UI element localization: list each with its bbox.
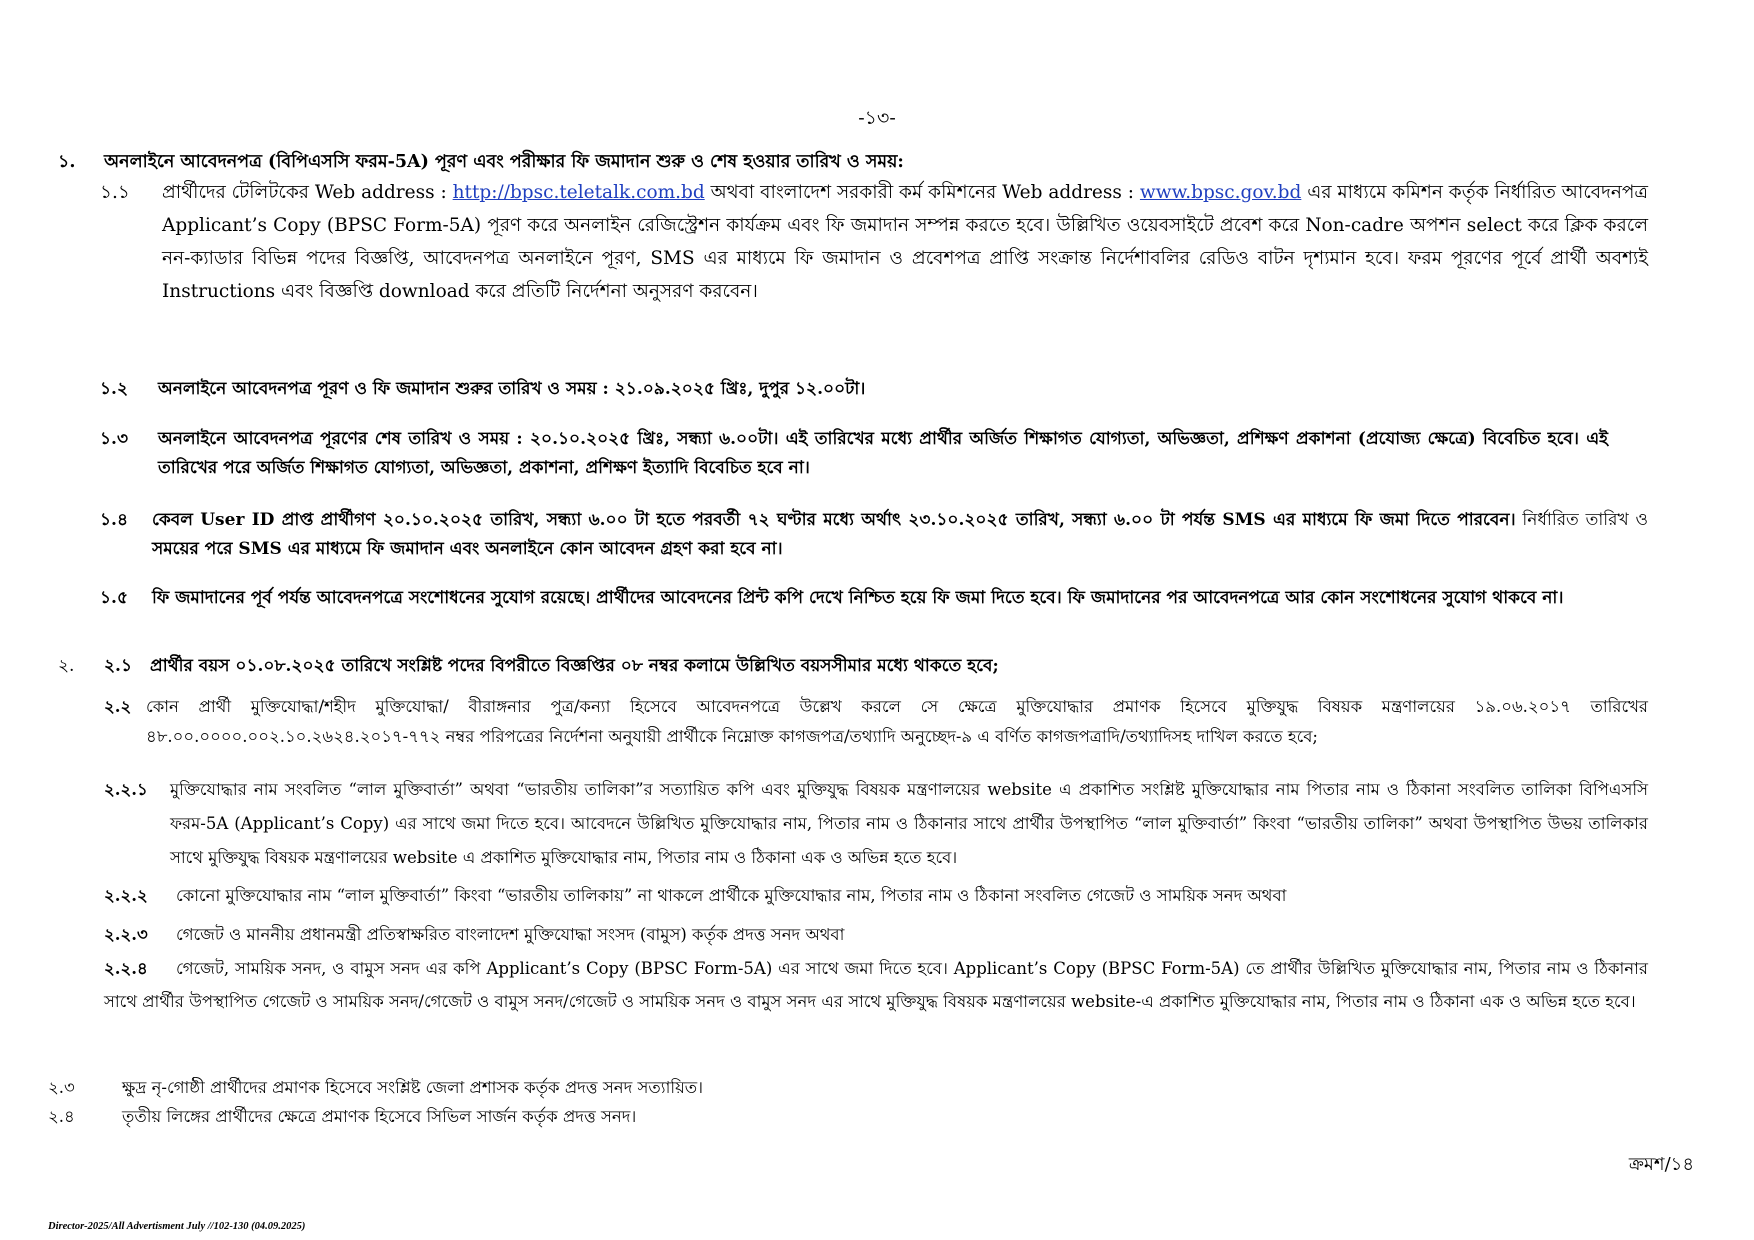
item-1-1-text-a: প্রার্থীদের টেলিটকের Web address :	[162, 182, 453, 203]
item-2-1-text: প্রার্থীর বয়স ০১.০৮.২০২৫ তারিখে সংশ্লিষ্ট পদের বিপরীতে বিজ্ঞপ্তির ০৮ নম্বর কলামে উল্লিখিত বয়সসীমার মধ্যে থাকতে হবে;	[150, 656, 999, 676]
item-1-5-text: ফি জমাদানের পূর্ব পর্যন্ত আবেদনপত্রে সংশোধনের সুযোগ রয়েছে। প্রার্থীদের আবেদনের প্রিন্ট কপি দেখে নিশ্চিত হয়ে ফি জমা দিতে হবে। ফি জমাদানের পর আবেদনপত্রে আর কোন সংশোধনের সুযোগ থাকবে না।	[152, 588, 1564, 608]
item-1-2-number: ১.২	[100, 379, 129, 399]
item-2-2-4-text: গেজেট, সাময়িক সনদ, ও বামুস সনদ এর কপি Applicant’s Copy (BPSC Form-5A) এর সাথে জমা দিতে হবে। Applicant’s Copy (BPSC Form-5A) তে প্রার্থীর উল্লিখিত মুক্তিযোদ্ধার নাম, পিতার নাম ও ঠিকানার সাথে প্রার্থীর উপস্থাপিত গেজেট ও সাময়িক সনদ/গেজেট ও বামুস সনদ/গেজেট ও সাময়িক সনদ ও বামুস সনদ এর সাথে মুক্তিযুদ্ধ বিষয়ক মন্ত্রণালয়ের website-এ প্রকাশিত মুক্তিযোদ্ধার নাম, পিতার নাম ও ঠিকানা এক ও অভিন্ন হতে হবে।	[104, 959, 1648, 1011]
item-1-4-text	[152, 506, 1648, 564]
item-2-2-1-text: মুক্তিযোদ্ধার নাম সংবলিত “লাল মুক্তিবার্তা” অথবা “ভারতীয় তালিকা”র সত্যায়িত কপি এবং মুক্তিযুদ্ধ বিষয়ক মন্ত্রণালয়ের website এ প্রকাশিত সংশ্লিষ্ট মুক্তিযোদ্ধার নাম পিতার নাম ও ঠিকানা সংবলিত তালিকা বিপিএসসি ফরম-5A (Applicant’s Copy) এর সাথে জমা দিতে হবে। আবেদনে উল্লিখিত মুক্তিযোদ্ধার নাম, পিতার নাম ও ঠিকানার সাথে প্রার্থীর উপস্থাপিত “লাল মুক্তিবার্তা” কিংবা “ভারতীয় তালিকা” অথবা উপস্থাপিত উভয় তালিকার সাথে মুক্তিযুদ্ধ বিষয়ক মন্ত্রণালয়ের website এ প্রকাশিত মুক্তিযোদ্ধার নাম, পিতার নাম ও ঠিকানা এক ও অভিন্ন হতে হবে।	[170, 780, 1648, 867]
item-2-3-number: ২.৩	[48, 1078, 75, 1097]
bpsc-link[interactable]: www.bpsc.gov.bd	[1139, 182, 1302, 203]
section-1-number: ১.	[58, 152, 76, 172]
item-2-2-3-text: গেজেট ও মাননীয় প্রধানমন্ত্রী প্রতিস্বাক্ষরিত বাংলাদেশ মুক্তিযোদ্ধা সংসদ (বামুস) কর্তৃক প্রদত্ত সনদ অথবা	[176, 925, 845, 944]
item-2-1-number: ২.১	[104, 656, 133, 676]
item-2-2-2-number: ২.২.২	[104, 886, 148, 905]
item-2-4-number: ২.৪	[48, 1107, 75, 1126]
item-2-2-text: কোন প্রার্থী মুক্তিযোদ্ধা/শহীদ মুক্তিযোদ্ধা/ বীরাঙ্গনার পুত্র/কন্যা হিসেবে আবেদনপত্রে উল্লেখ করলে সে ক্ষেত্রে মুক্তিযোদ্ধার প্রমাণক হিসেবে মুক্তিযুদ্ধ বিষয়ক মন্ত্রণালয়ের ১৯.০৬.২০১৭ তারিখের ৪৮.০০.০০০০.০০২.১০.২৬২৪.২০১৭-৭৭২ নম্বর পরিপত্রের নির্দেশনা অনুযায়ী প্রার্থীকে নিম্নোক্ত কাগজপত্র/তথ্যাদি অনুচ্ছেদ-৯ এ বর্ণিত কাগজপত্রাদি/তথ্যাদিসহ দাখিল করতে হবে;	[146, 697, 1648, 746]
teletalk-link[interactable]: http://bpsc.teletalk.com.bd	[452, 182, 705, 203]
item-2-2-3-number: ২.২.৩	[104, 925, 148, 944]
page-number: -১৩-	[858, 107, 896, 129]
item-2-2-1-number: ২.২.১	[104, 780, 148, 799]
item-2-3-text: ক্ষুদ্র নৃ-গোষ্ঠী প্রার্থীদের প্রমাণক হিসেবে সংশ্লিষ্ট জেলা প্রশাসক কর্তৃক প্রদত্ত সনদ সত্যায়িত।	[122, 1078, 704, 1097]
item-1-1-text-c: এর মাধ্যমে কমিশন কর্তৃক নির্ধারিত আবেদনপত্র Applicant’s Copy (BPSC Form-5A) পূরণ করে অনলাইন রেজিস্ট্রেশন কার্যক্রম এবং ফি জমাদান সম্পন্ন করতে হবে। উল্লিখিত ওয়েবসাইটে প্রবেশ করে Non-cadre অপশন select করে ক্লিক করলে নন-ক্যাডার বিভিন্ন পদের বিজ্ঞপ্তি, আবেদনপত্র অনলাইনে পূরণ, SMS এর মাধ্যমে ফি জমাদান ও প্রবেশপত্র প্রাপ্তি সংক্রান্ত নির্দেশাবলির রেডিও বাটন দৃশ্যমান হবে। ফরম পূরণের পূর্বে প্রার্থী অবশ্যই Instructions এবং বিজ্ঞপ্তি download করে প্রতিটি নির্দেশনা অনুসরণ করবেন।	[162, 182, 1649, 302]
item-1-1-text	[162, 176, 1648, 308]
section-2-number: ২.	[58, 656, 75, 676]
item-1-3-text: অনলাইনে আবেদনপত্র পূরণের শেষ তারিখ ও সময় : ২০.১০.২০২৫ খ্রিঃ, সন্ধ্যা ৬.০০টা। এই তারিখের মধ্যে প্রার্থীর অর্জিত শিক্ষাগত যোগ্যতা, অভিজ্ঞতা, প্রশিক্ষণ প্রকাশনা (প্রযোজ্য ক্ষেত্রে) বিবেচিত হবে। এই তারিখের পরে অর্জিত শিক্ষাগত যোগ্যতা, অভিজ্ঞতা, প্রকাশনা, প্রশিক্ষণ ইত্যাদি বিবেচিত হবে না।	[158, 429, 1608, 478]
item-1-4-bold-b: সময়ের পরে SMS এর মাধ্যমে ফি জমাদান এবং অনলাইনে কোন আবেদন গ্রহণ করা হবে না।	[152, 539, 783, 559]
item-2-2-number: ২.২	[104, 697, 132, 716]
item-1-4-normal: নির্ধারিত তারিখ ও	[1515, 510, 1648, 530]
item-2-4-text: তৃতীয় লিঙ্গের প্রার্থীদের ক্ষেত্রে প্রমাণক হিসেবে সিভিল সার্জন কর্তৃক প্রদত্ত সনদ।	[122, 1107, 637, 1126]
item-2-2-2-text: কোনো মুক্তিযোদ্ধার নাম “লাল মুক্তিবার্তা” কিংবা “ভারতীয় তালিকায়” না থাকলে প্রার্থীকে মুক্তিযোদ্ধার নাম, পিতার নাম ও ঠিকানা সংবলিত গেজেট ও সাময়িক সনদ অথবা	[176, 886, 1287, 905]
item-1-5-number: ১.৫	[100, 588, 128, 608]
footer-reference: Director-2025/All Advertisment July //102-130 (04.09.2025)	[48, 1221, 306, 1232]
item-1-1-number: ১.১	[100, 182, 130, 203]
section-1-title: অনলাইনে আবেদনপত্র (বিপিএসসি ফরম-5A) পূরণ এবং পরীক্ষার ফি জমাদান শুরু ও শেষ হওয়ার তারিখ ও সময়:	[104, 152, 904, 172]
item-1-2-text: অনলাইনে আবেদনপত্র পূরণ ও ফি জমাদান শুরুর তারিখ ও সময় : ২১.০৯.২০২৫ খ্রিঃ, দুপুর ১২.০০টা।	[158, 379, 866, 399]
item-1-1-text-b: অথবা বাংলাদেশ সরকারী কর্ম কমিশনের Web address :	[704, 182, 1140, 203]
item-1-4-number: ১.৪	[100, 510, 128, 530]
item-1-4-bold-a: কেবল User ID প্রাপ্ত প্রার্থীগণ ২০.১০.২০২৫ তারিখ, সন্ধ্যা ৬.০০ টা হতে পরবর্তী ৭২ ঘণ্টার মধ্যে অর্থাৎ ২৩.১০.২০২৫ তারিখ, সন্ধ্যা ৬.০০ টা পর্যন্ত SMS এর মাধ্যমে ফি জমা দিতে পারবেন।	[152, 510, 1516, 530]
continued-marker: ক্রমশ/১৪	[1628, 1154, 1694, 1175]
item-2-2-4-number: ২.২.৪	[104, 959, 148, 978]
item-1-3-number: ১.৩	[100, 429, 129, 449]
